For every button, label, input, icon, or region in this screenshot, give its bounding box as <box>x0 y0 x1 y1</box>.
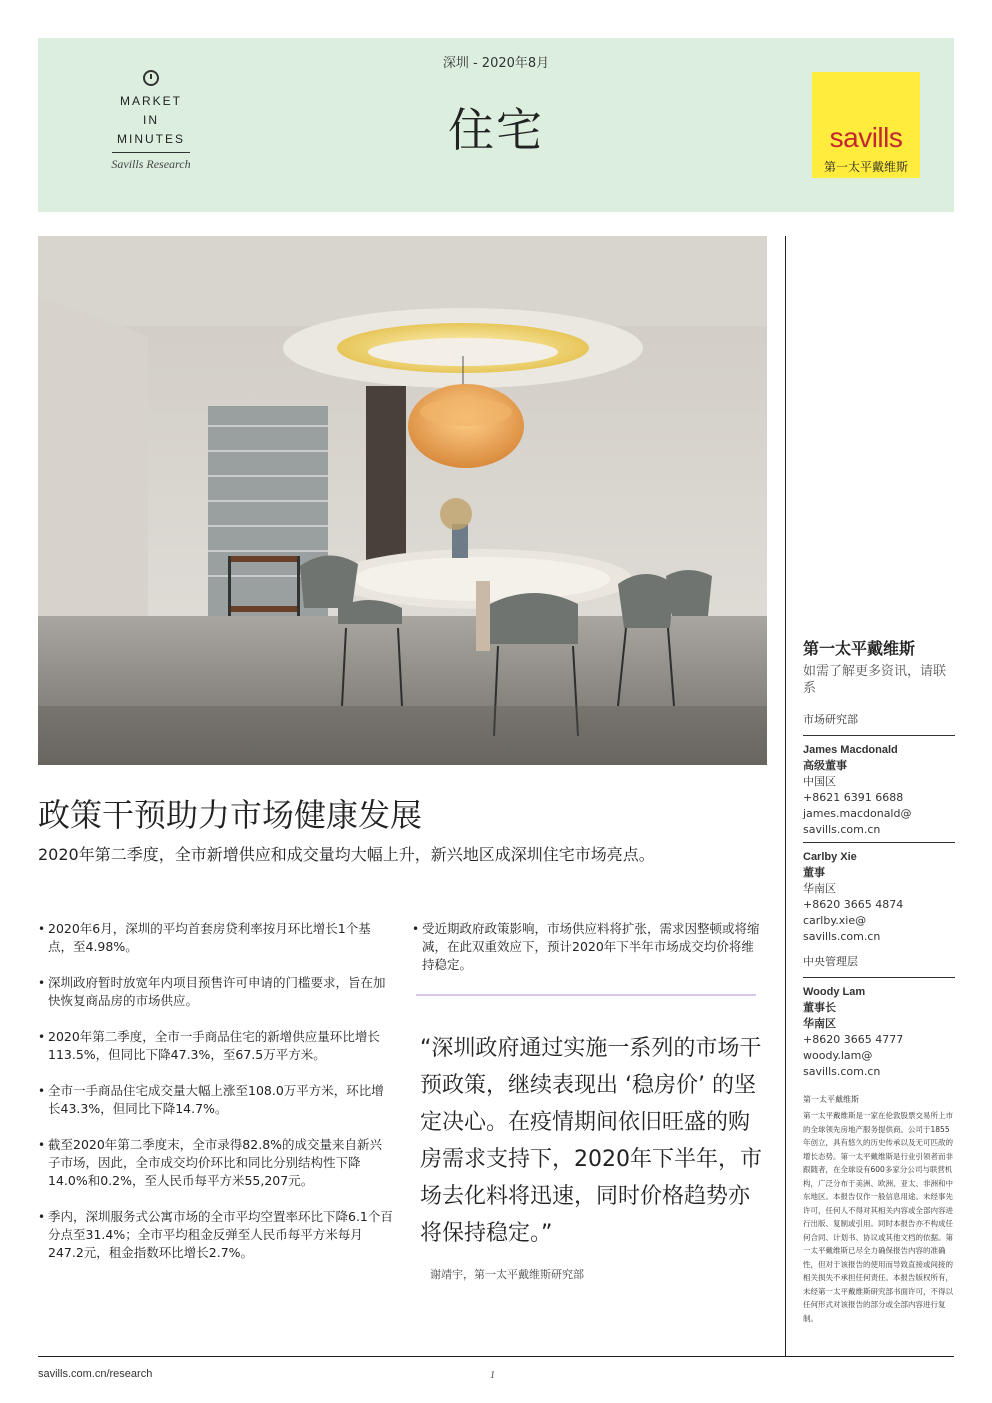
contact-name: James Macdonald <box>803 744 898 756</box>
bullet-text: 全市一手商品住宅成交量大幅上涨至108.0万平方米，环比增长43.3%，但同比下降14.7%。 <box>48 1083 384 1116</box>
bullet-text: 2020年6月，深圳的平均首套房贷利率按月环比增长1个基点，至4.98%。 <box>48 921 371 954</box>
bullet-dot-icon: • <box>38 976 46 990</box>
report-location-date: 深圳 - 2020年8月 <box>442 56 550 71</box>
contact-name: Carlby Xie <box>803 851 857 863</box>
contact-sidebar <box>803 636 955 1325</box>
savills-logo-word: savills <box>829 122 903 153</box>
about-text: 第一太平戴维斯是一家在伦敦股票交易所上市的全球领先房地产服务提供商。公司于1855年创立，具有悠久的历史传承以及无可匹敌的增长态势。第一太平戴维斯是行业引领者而非跟随者，在全球设有600多家分公司与联营机构，广泛分布于美洲、欧洲、亚太、非洲和中东地区。本报告仅作一般信息用途。未经事先许可，任何人不得对其相关内容或全部内容进行出版、复制或引用。同时本报告亦不构成任何合同、计划书、协议或其他文档的依据。第一太平戴维斯已尽全力确保报告内容的准确性，但对于该报告的使用而导致直接或间接的相关损失不承担任何责任。本报告版权所有，未经第一太平戴维斯研究部书面许可，不得以任何形式对该报告的部分或全部内容进行复制。 <box>803 1111 953 1323</box>
article-headline: 政策干预助力市场健康发展 <box>38 796 423 834</box>
bullet-dot-icon: • <box>38 1030 46 1044</box>
contact-email[interactable]: james.macdonald@ <box>803 807 912 820</box>
sidebar-org: 第一太平戴维斯 <box>803 639 916 658</box>
sidebar-rule <box>803 842 955 843</box>
contact-phone: +8621 6391 6688 <box>803 791 904 804</box>
contact-card <box>803 849 955 945</box>
savills-logo-cn: 第一太平戴维斯 <box>823 160 908 174</box>
bullet-item <box>38 1082 394 1118</box>
contact-position: 董事长 <box>803 1001 836 1014</box>
contact-position: 董事 <box>803 866 825 879</box>
bullet-dot-icon: • <box>38 1138 46 1152</box>
bullet-dot-icon: • <box>38 1210 46 1224</box>
contact-card <box>803 984 955 1080</box>
contact-email[interactable]: woody.lam@ <box>803 1049 873 1062</box>
brand-line: MARKET <box>119 94 182 108</box>
dining-room-photo <box>38 236 767 765</box>
footer-url-link[interactable]: savills.com.cn/research <box>38 1368 153 1380</box>
bullet-dot-icon: • <box>412 922 420 936</box>
bullet-item <box>38 920 394 956</box>
sidebar-dept-research: 市场研究部 <box>803 713 858 726</box>
brand-line: MINUTES <box>117 132 185 146</box>
contact-phone: +8620 3665 4777 <box>803 1033 904 1046</box>
bullet-dot-icon: • <box>38 922 46 936</box>
savills-logo <box>812 72 920 178</box>
report-header <box>38 38 954 212</box>
bullet-item <box>38 1136 394 1190</box>
contact-region: 华南区 <box>803 882 836 895</box>
contact-email[interactable]: carlby.xie@ <box>803 914 867 927</box>
bullet-item <box>38 974 394 1010</box>
contact-region: 中国区 <box>803 775 836 788</box>
article-subheadline: 2020年第二季度，全市新增供应和成交量均大幅上升，新兴地区成深圳住宅市场亮点。 <box>38 845 655 864</box>
bullets-left-column <box>38 920 394 1280</box>
bullet-item <box>412 920 766 974</box>
research-label: Savills Research <box>111 157 191 171</box>
quote-divider <box>416 994 756 996</box>
about-title: 第一太平戴维斯 <box>803 1095 859 1104</box>
sidebar-rule <box>803 977 955 978</box>
contact-email-domain[interactable]: savills.com.cn <box>803 930 881 943</box>
sidebar-divider <box>785 236 786 1356</box>
bullet-text: 截至2020年第二季度末，全市录得82.8%的成交量来自新兴子市场，因此，全市成交均价环比和同比分别结构性下降14.0%和0.2%，至人民币每平方米55,207元。 <box>48 1137 383 1188</box>
contact-card <box>803 742 955 838</box>
contact-position: 高级董事 <box>803 759 847 772</box>
contact-region: 华南区 <box>803 1017 836 1030</box>
bullet-text: 受近期政府政策影响，市场供应料将扩张，需求因整顿或将缩减，在此双重效应下，预计2020年下半年市场成交均价将维持稳定。 <box>422 921 760 972</box>
sidebar-more-info: 如需了解更多资讯，请联系 <box>803 664 947 696</box>
sidebar-dept-management: 中央管理层 <box>803 955 858 968</box>
clock-icon <box>143 70 159 86</box>
contact-email-domain[interactable]: savills.com.cn <box>803 1065 881 1078</box>
bullet-text: 季内，深圳服务式公寓市场的全市平均空置率环比下降6.1个百分点至31.4%；全市平均租金反弹至人民币每平方米每月247.2元，租金指数环比增长2.7%。 <box>48 1209 393 1260</box>
bullet-item <box>38 1208 394 1262</box>
contact-email-domain[interactable]: savills.com.cn <box>803 823 881 836</box>
pull-quote: “深圳政府通过实施一系列的市场干预政策，继续表现出 ‘稳房价’ 的坚定决心。在疫情期间依旧旺盛的购房需求支持下，2020年下半年，市场去化料将迅速，同时价格趋势亦将保持稳定。” <box>420 1036 762 1246</box>
bullet-text: 2020年第二季度，全市一手商品住宅的新增供应量环比增长113.5%，但同比下降47.3%，至67.5万平方米。 <box>48 1029 380 1062</box>
quote-attribution: 谢靖宇，第一太平戴维斯研究部 <box>430 1268 584 1281</box>
bullet-text: 深圳政府暂时放宽年内项目预售许可申请的门槛要求，旨在加快恢复商品房的市场供应。 <box>48 975 386 1008</box>
report-title: 住宅 <box>448 103 544 157</box>
page-number: 1 <box>490 1370 495 1381</box>
bullet-item <box>38 1028 394 1064</box>
brand-line: IN <box>143 113 159 127</box>
sidebar-rule <box>803 735 955 736</box>
contact-phone: +8620 3665 4874 <box>803 898 904 911</box>
bullet-dot-icon: • <box>38 1084 46 1098</box>
footer-rule <box>38 1356 954 1357</box>
contact-name: Woody Lam <box>803 986 866 998</box>
bullets-right-column <box>412 920 766 992</box>
